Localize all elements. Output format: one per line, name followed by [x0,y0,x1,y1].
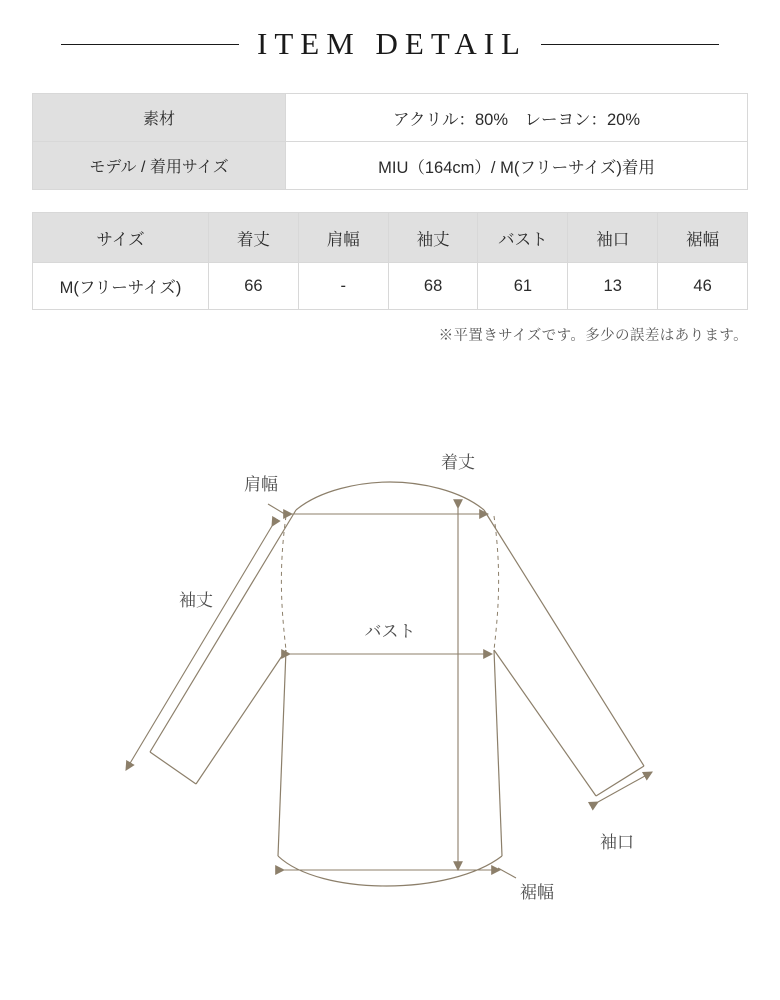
spec-value-material: アクリル：80% レーヨン：20% [286,94,748,142]
table-row [33,263,748,310]
label-shoulder: 肩幅 [244,475,278,494]
spec-label-model: モデル / 着用サイズ [33,142,286,190]
spec-table-wrap [32,93,748,190]
hem-leader [498,868,516,878]
size-cell-hem: 46 [658,263,748,310]
table-row [33,94,748,142]
label-cuff: 袖口 [600,833,634,852]
measurement-note: ※平置きサイズです。多少の誤差はあります。 [438,328,748,344]
spec-label-material: 素材 [33,94,286,142]
size-header-length: 着丈 [209,213,299,263]
size-header-size: サイズ [33,213,209,263]
cuff-measure-arrow [598,772,652,802]
size-cell-shoulder: - [298,263,388,310]
size-table-wrap [32,212,748,310]
page-title-row [0,0,780,62]
size-header-bust: バスト [478,213,568,263]
size-cell-size: M(フリーサイズ) [33,263,209,310]
size-cell-cuff: 13 [568,263,658,310]
title-rule-left [61,44,239,45]
size-header-cuff: 袖口 [568,213,658,263]
table-header-row [33,213,748,263]
title-rule-right [541,44,719,45]
label-bust: バスト [364,622,416,641]
size-cell-length: 66 [209,263,299,310]
garment-measurement-diagram [0,404,780,1000]
size-cell-sleeve: 68 [388,263,478,310]
label-length: 着丈 [441,453,475,472]
sleeve-measure-arrow [126,526,272,770]
garment-outline [150,482,644,886]
page-title: ITEM DETAIL [257,26,527,61]
size-header-hem: 裾幅 [658,213,748,263]
shoulder-leader [268,504,288,516]
size-table [32,212,748,310]
size-cell-bust: 61 [478,263,568,310]
size-header-sleeve: 袖丈 [388,213,478,263]
label-hem: 裾幅 [520,883,554,902]
spec-value-model: MIU（164cm）/ M(フリーサイズ)着用 [286,142,748,190]
table-row [33,142,748,190]
size-header-shoulder: 肩幅 [298,213,388,263]
spec-table [32,93,748,190]
label-sleeve: 袖丈 [179,591,213,610]
